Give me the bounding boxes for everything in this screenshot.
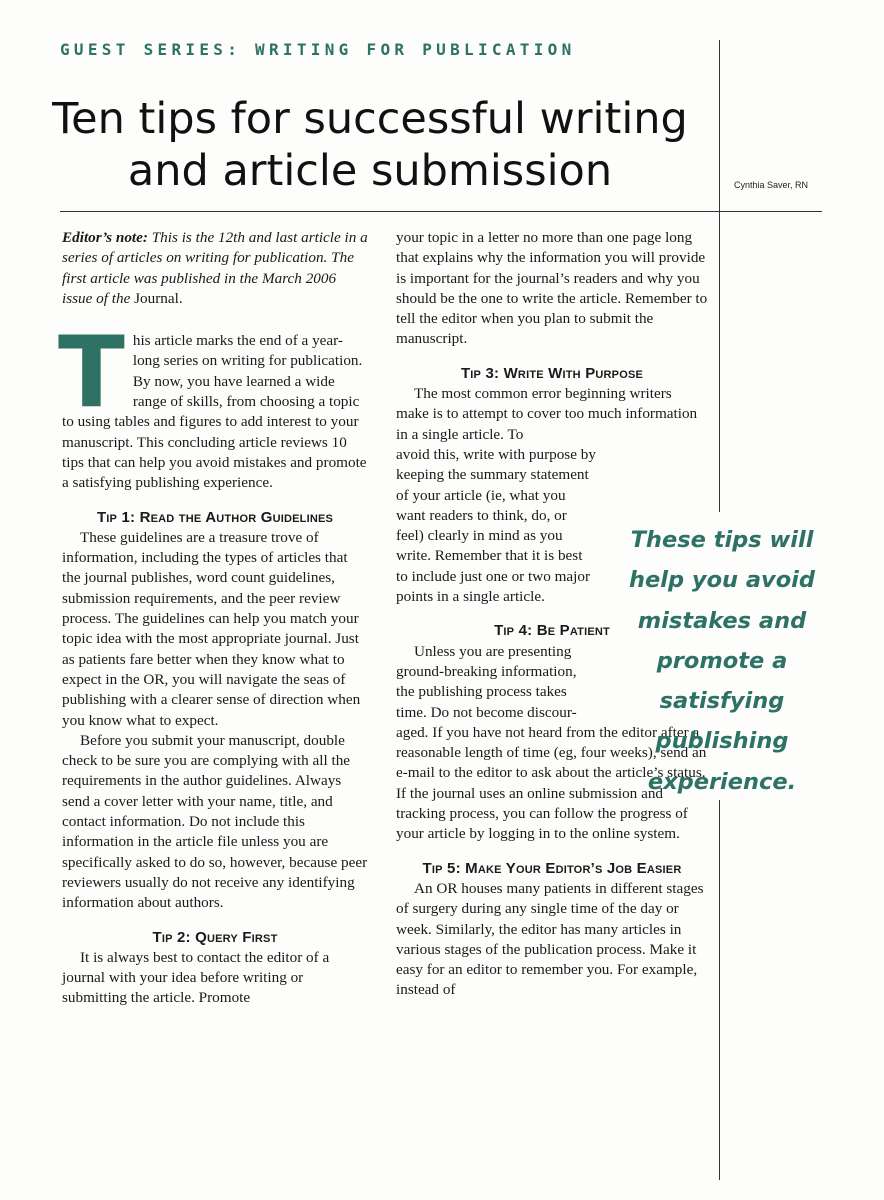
vertical-rule-top (719, 40, 720, 212)
tip4-paragraph-wide: aged. If you have not heard from the editor after a reasonable length of time (eg, four weeks), send an e-mail to the editor to ask about the article’s status. If the journal uses an online submission and tracking process, you can follow the progress of your article by logging in to the online system. (396, 723, 707, 843)
tip3-paragraph-wide: The most common error beginning writers make is to attempt to cover too much information in a single article. To (396, 385, 698, 443)
tip4-paragraph-narrow: Unless you are presenting ground-breaking information, the publishing process takes time. Do not become discour- (396, 642, 577, 721)
horizontal-rule (60, 211, 822, 212)
author-byline: Cynthia Saver, RN (734, 180, 809, 190)
editors-note-label: Editor’s note: (62, 229, 148, 246)
editors-note-text: This is the 12th and last article in a series of articles on writing for publication. The first article was published in the March 2006 issue of the (62, 229, 368, 307)
tip1-paragraph-1: These guidelines are a treasure trove of information, including the types of articles that the journal publishes, word count guidelines, submission requirements, and the peer review process. The guidelines can help you match your topic idea with the most appropriate journal. Just as patients fare better when they know what to expect in the OR, you will navigate the seas of publishing with a clearer sense of direction when you know what to expect. (62, 528, 361, 729)
tip1-paragraph-2: Before you submit your manuscript, double check to be sure you are complying with all the requirements in the author guidelines. Always send a cover letter with your name, title, and contact information. Do not include this information in the article file unless you are specifically asked to do so, however, because peer reviewers usually do not receive any identifying information about authors. (62, 731, 368, 912)
editors-note (62, 228, 368, 309)
tip2-paragraph-continued: your topic in a letter no more than one page long that explains why the information you will provide is important for the journal’s readers and why you should be the one to write the article. Remember to tell the editor when you plan to submit the manuscript. (396, 229, 708, 348)
vertical-rule-bottom (719, 800, 720, 1180)
intro-text: his article marks the end of a year-long series on writing for publication. By now, you have learned a wide range of skills, from choosing a topic to using tables and figures to add interest to your manuscript. This concluding article reviews 10 tips that can help you avoid mistakes and promote a satisfying publishing experience. (62, 332, 367, 492)
tip3-heading: Tip 3: Write With Purpose (460, 364, 644, 382)
vertical-rule-middle (719, 212, 720, 512)
tip5-paragraph: An OR houses many patients in different stages of surgery during any single time of the day or week. Similarly, the editor has many articles in various stages of the publication process. Make it easy for an editor to remember you. For example, instead of (396, 879, 704, 999)
column-left (58, 228, 368, 1009)
tip2-paragraph: It is always best to contact the editor of a journal with your idea before writing or submitting the article. Promote (62, 948, 330, 1007)
intro-paragraph (58, 316, 368, 493)
tip2-heading: Tip 2: Query First (152, 928, 278, 946)
pull-quote: These tips will help you avoid mistakes and promote a satisfying publishing experience. (628, 527, 816, 795)
tip4-heading: Tip 4: Be Patient (494, 622, 610, 640)
journal-name: Journal. (134, 289, 183, 307)
tip5-heading: Tip 5: Make Your Editor’s Job Easier (422, 859, 682, 877)
article-title: Ten tips for successful writing and article submission (52, 94, 688, 196)
drop-cap: T (58, 316, 125, 431)
tip3-paragraph-narrow: avoid this, write with purpose by keeping the summary statement of your article (ie, what you want readers to think, do, or feel) clearly in mind as you write. Remember that it is best to include just one or two major points in a single article. (396, 445, 596, 606)
series-label: GUEST SERIES: WRITING FOR PUBLICATION (60, 40, 576, 59)
tip1-heading: Tip 1: Read the Author Guidelines (96, 508, 334, 526)
